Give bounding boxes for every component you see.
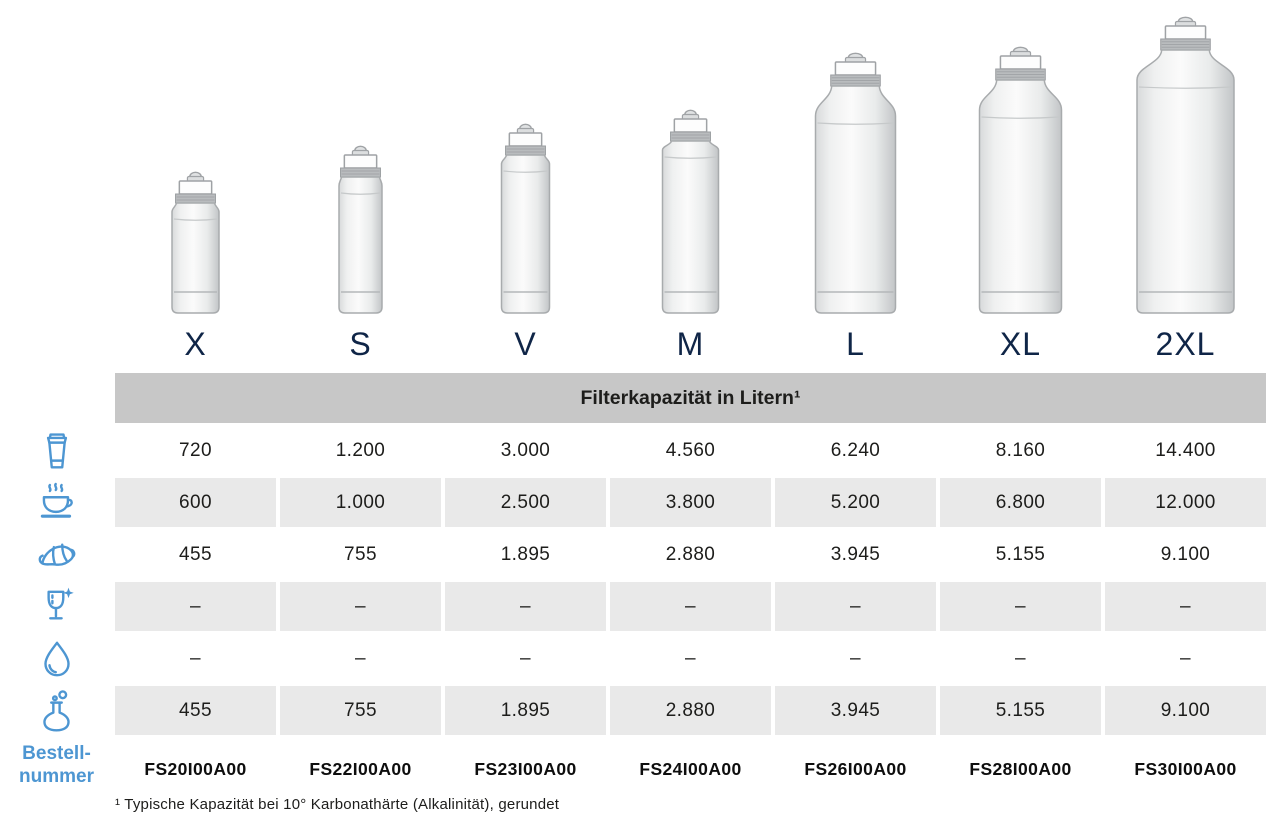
capacity-row-2 <box>115 478 1266 527</box>
order-label-line1: Bestell- <box>22 743 91 764</box>
capacity-cell: – <box>940 582 1101 631</box>
capacity-cell: 6.240 <box>775 426 936 475</box>
capacity-cell: 14.400 <box>1105 426 1266 475</box>
capacity-cell: 5.200 <box>775 478 936 527</box>
flask-icon <box>0 688 113 734</box>
capacity-cell: 3.945 <box>775 686 936 735</box>
bottle-v <box>502 124 550 313</box>
capacity-cell: 5.155 <box>940 530 1101 579</box>
capacity-table <box>115 373 1266 792</box>
capacity-cell: – <box>1105 582 1266 631</box>
order-number-l: FS26I00A00 <box>804 758 907 779</box>
bottle-2xl <box>1137 17 1234 313</box>
croissant-icon <box>0 532 113 578</box>
capacity-cell: – <box>1105 634 1266 683</box>
capacity-cell: 720 <box>115 426 276 475</box>
capacity-cell: 3.945 <box>775 530 936 579</box>
capacity-cell: 1.000 <box>280 478 441 527</box>
size-label-s: S <box>349 325 372 362</box>
togo-cup-icon <box>0 428 113 474</box>
bottle-illustrations <box>0 0 1287 330</box>
capacity-cell: 5.155 <box>940 686 1101 735</box>
capacity-cell: 8.160 <box>940 426 1101 475</box>
capacity-cell: – <box>280 634 441 683</box>
order-number-x: FS20I00A00 <box>144 758 247 779</box>
capacity-cell: 755 <box>280 530 441 579</box>
size-label-m: M <box>676 325 705 362</box>
capacity-cell: – <box>115 582 276 631</box>
bottle-l <box>816 53 896 313</box>
size-label-2xl: 2XL <box>1155 325 1216 362</box>
capacity-cell: – <box>775 582 936 631</box>
capacity-row-5 <box>115 634 1266 683</box>
capacity-cell: 12.000 <box>1105 478 1266 527</box>
order-number-s: FS22I00A00 <box>309 758 412 779</box>
order-number-2xl: FS30I00A00 <box>1134 758 1237 779</box>
order-number-row <box>115 746 1266 792</box>
coffee-cup-icon <box>0 480 113 526</box>
capacity-cell: – <box>940 634 1101 683</box>
capacity-cell: – <box>610 582 771 631</box>
water-drop-icon <box>0 636 113 682</box>
size-label-l: L <box>846 325 865 362</box>
wine-glass-icon <box>0 584 113 630</box>
order-number-xl: FS28I00A00 <box>969 758 1072 779</box>
capacity-cell: 2.880 <box>610 530 771 579</box>
footnote: ¹ Typische Kapazität bei 10° Karbonathärte (Alkalinität), gerundet <box>115 796 560 813</box>
bottle-s <box>339 146 382 313</box>
capacity-cell: 2.500 <box>445 478 606 527</box>
capacity-cell: 1.200 <box>280 426 441 475</box>
capacity-cell: 3.000 <box>445 426 606 475</box>
capacity-cell: – <box>610 634 771 683</box>
capacity-row-3 <box>115 530 1266 579</box>
capacity-cell: – <box>445 582 606 631</box>
capacity-row-6 <box>115 686 1266 735</box>
capacity-cell: 455 <box>115 530 276 579</box>
capacity-cell: 755 <box>280 686 441 735</box>
capacity-cell: 9.100 <box>1105 686 1266 735</box>
capacity-cell: 9.100 <box>1105 530 1266 579</box>
capacity-cell: 1.895 <box>445 530 606 579</box>
capacity-cell: 4.560 <box>610 426 771 475</box>
capacity-cell: – <box>445 634 606 683</box>
capacity-row-4 <box>115 582 1266 631</box>
capacity-cell: – <box>280 582 441 631</box>
order-label-line2: nummer <box>19 766 94 788</box>
capacity-cell: – <box>775 634 936 683</box>
capacity-cell: 2.880 <box>610 686 771 735</box>
order-number-m: FS24I00A00 <box>639 758 742 779</box>
capacity-cell: 600 <box>115 478 276 527</box>
capacity-cell: 455 <box>115 686 276 735</box>
table-title: Filterkapazität in Litern¹ <box>115 373 1266 423</box>
order-number-label <box>0 742 113 788</box>
capacity-cell: 3.800 <box>610 478 771 527</box>
bottle-xl <box>980 47 1062 313</box>
capacity-row-1 <box>115 426 1266 475</box>
size-label-xl: XL <box>999 325 1042 362</box>
bottle-x <box>172 172 219 313</box>
capacity-cell: 1.895 <box>445 686 606 735</box>
size-label-x: X <box>184 325 207 362</box>
capacity-cell: 6.800 <box>940 478 1101 527</box>
order-number-v: FS23I00A00 <box>474 758 577 779</box>
size-label-v: V <box>514 325 537 362</box>
capacity-cell: – <box>115 634 276 683</box>
bottle-m <box>663 110 719 313</box>
